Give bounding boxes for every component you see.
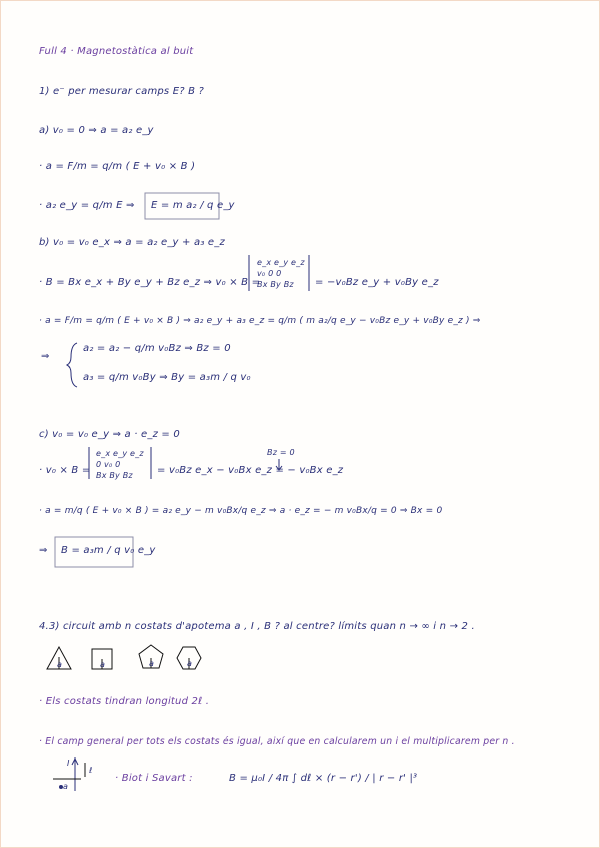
q43-note-sides: · Els costats tindran longitud 2ℓ .	[39, 696, 210, 707]
q43-header: 4.3) circuit amb n costats d'apotema a , I , B ? al centre? límits quan n → ∞ i n → 2 .	[39, 621, 475, 632]
q1-header: 1) e⁻ per mesurar camps E? B ?	[39, 86, 205, 97]
q1b-arrow: ⇒	[41, 351, 50, 362]
wire-length-label: ℓ	[89, 766, 93, 775]
pentagon-label: a	[149, 659, 155, 668]
q1c-bz-note: Bz = 0	[267, 448, 295, 457]
triangle-label: a	[57, 660, 63, 669]
q1b-system-eq1: a₂ = a₂ − q/m v₀Bz ⇒ Bz = 0	[83, 343, 231, 354]
wire-apothem-label: a	[63, 782, 69, 791]
hexagon-label: a	[187, 659, 193, 668]
q1b-line2: · a = F/m = q/m ( E + v₀ × B ) ⇒ a₂ e_y + a₃ e_z = q/m ( m a₂/q e_y − v₀Bz e_y + v₀By e_z ) ⇒	[39, 316, 481, 326]
page-title: Full 4 · Magnetostàtica al buit	[39, 46, 194, 57]
q1c-det-row2: 0 v₀ 0	[96, 460, 121, 469]
q1c-det-row1: e_x e_y e_z	[96, 449, 144, 458]
q1a-result-box: E = m a₂ / q e_y	[151, 200, 235, 211]
q1c-det-result: = v₀Bz e_x − v₀Bx e_z = − v₀Bx e_z	[157, 465, 344, 476]
q1c-result-box: B = a₃m / q v₀ e_y	[61, 545, 156, 556]
q1b-det-row3: Bx By Bz	[257, 280, 294, 289]
q1c-label: c) v₀ = v₀ e_y ⇒ a · e_z = 0	[39, 429, 180, 440]
q1b-line1: · B = Bx e_x + By e_y + Bz e_z ⇒ v₀ × B =	[39, 277, 261, 288]
q1c-det-row3: Bx By Bz	[96, 471, 133, 480]
q1a-label: a) v₀ = 0 ⇒ a = a₂ e_y	[39, 125, 154, 136]
q1c-line1: · v₀ × B =	[39, 465, 91, 476]
biot-savart-label: · Biot i Savart :	[115, 773, 193, 784]
biot-savart-equation: B = μ₀I / 4π ∫ dℓ × (r − r') / | r − r' |³	[229, 773, 418, 784]
q43-note-field: · El camp general per tots els costats és igual, així que en calcularem un i el multiplicarem per n .	[39, 736, 515, 747]
q1b-det-row2: v₀ 0 0	[257, 269, 282, 278]
q1c-line2: · a = m/q ( E + v₀ × B ) = a₂ e_y − m v₀Bx/q e_z ⇒ a · e_z = − m v₀Bx/q = 0 ⇒ Bx = 0	[39, 506, 443, 516]
q1b-label: b) v₀ = v₀ e_x ⇒ a = a₂ e_y + a₃ e_z	[39, 237, 225, 248]
q1b-system-eq2: a₃ = q/m v₀By ⇒ By = a₃m / q v₀	[83, 372, 251, 383]
q1a-line1: · a = F/m = q/m ( E + v₀ × B )	[39, 161, 196, 172]
q1b-det-row1: e_x e_y e_z	[257, 258, 305, 267]
q1c-arrow: ⇒	[39, 545, 48, 556]
wire-current-label: I	[67, 759, 70, 768]
square-label: a	[100, 660, 106, 669]
q1a-line2: · a₂ e_y = q/m E ⇒	[39, 200, 135, 211]
q1b-det-result: = −v₀Bz e_y + v₀By e_z	[315, 277, 439, 288]
